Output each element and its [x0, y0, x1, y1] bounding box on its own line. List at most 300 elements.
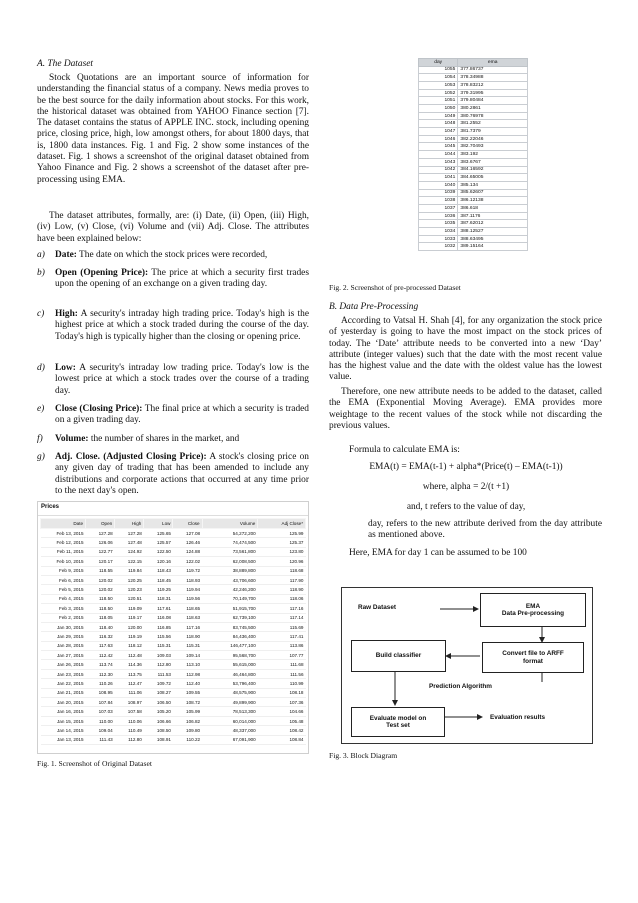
table-cell: 108.50 — [144, 726, 173, 735]
table-cell: 388.12527 — [458, 228, 528, 236]
table-cell: 1036 — [419, 212, 458, 220]
table-row — [41, 716, 306, 725]
table-cell: 83,745,500 — [202, 622, 258, 631]
table-cell: Feb 9, 2015 — [41, 566, 86, 575]
table-row — [41, 613, 306, 622]
list-item: a) Date: The date on which the stock prices were recorded, — [37, 250, 268, 260]
table-cell: 120.00 — [115, 622, 144, 631]
table-cell: 1055 — [419, 66, 458, 74]
table-row — [419, 197, 528, 205]
section-b-paragraph-1: According to Vatsal H. Shah [4], for any organization the stock price of yesterday is going to have the most impact on the stock prices of today. The ‘Date’ attribute needs to be converted into a new ‘Day’ attribute (integer values) such that the date with the most recent value has the highest value and the date with the oldest value has the lowest value. — [329, 316, 602, 383]
table-cell: 117.16 — [173, 622, 202, 631]
section-b-paragraph-2: Therefore, one new attribute needs to be added to the dataset, called the EMA (Exponential Moving Average). EMA provides more weightage to the recent values of the stock while not discarding the previous values. — [329, 387, 602, 431]
table-cell: 112.98 — [173, 669, 202, 678]
table-cell: 55,615,000 — [202, 660, 258, 669]
table-cell: 112.40 — [173, 679, 202, 688]
table-cell: 62,739,100 — [202, 613, 258, 622]
table-cell: 1035 — [419, 220, 458, 228]
table-cell: Feb 5, 2015 — [41, 585, 86, 594]
table-cell: 111.53 — [144, 669, 173, 678]
table-cell: 123.80 — [258, 547, 306, 556]
table-cell: Feb 6, 2015 — [41, 575, 86, 584]
table-cell: 112.80 — [144, 660, 173, 669]
table-cell: Jan 27, 2015 — [41, 651, 86, 660]
table-cell: 125.37 — [258, 538, 306, 547]
table-cell: 117.61 — [144, 604, 173, 613]
raw-dataset-label: Raw Dataset — [358, 604, 397, 611]
table-row — [419, 66, 528, 74]
list-item: b) Open (Opening Price): The price at which a security first trades upon the opening of an exchange on a given trading day. — [37, 268, 309, 290]
table-row — [41, 698, 306, 707]
table-cell: Feb 3, 2015 — [41, 604, 86, 613]
section-b-paragraph-4: day, refers to the new attribute derived from the day attribute as mentioned above. — [368, 519, 602, 541]
evaluate-model-box — [351, 707, 445, 737]
alpha-formula: where, alpha = 2/(t +1) — [422, 482, 510, 492]
column-header: ema — [458, 59, 528, 67]
table-cell: 117.14 — [258, 613, 306, 622]
table-cell: 119.94 — [173, 585, 202, 594]
table-cell: 1046 — [419, 135, 458, 143]
table-cell: 120.51 — [115, 594, 144, 603]
table-cell: 118.05 — [86, 613, 115, 622]
table-row — [41, 679, 306, 688]
table-cell: 1040 — [419, 181, 458, 189]
table-cell: 116.85 — [144, 622, 173, 631]
table-cell: Jan 23, 2015 — [41, 669, 86, 678]
table-cell: 118.65 — [173, 604, 202, 613]
table-cell: Jan 20, 2015 — [41, 698, 86, 707]
table-cell: 108.84 — [258, 735, 306, 744]
table-cell: 1033 — [419, 235, 458, 243]
fig2-caption: Fig. 2. Screenshot of pre-processed Dataset — [329, 283, 461, 292]
table-row — [419, 174, 528, 182]
table-row — [419, 235, 528, 243]
table-cell: 385.134 — [458, 181, 528, 189]
table-cell: 60,014,000 — [202, 716, 258, 725]
table-cell: 118.45 — [144, 575, 173, 584]
table-row — [41, 660, 306, 669]
table-cell: 109.72 — [144, 679, 173, 688]
table-cell: 48,337,000 — [202, 726, 258, 735]
table-cell: 117.16 — [258, 604, 306, 613]
table-cell: 383.6767 — [458, 158, 528, 166]
table-cell: Feb 13, 2015 — [41, 529, 86, 538]
table-cell: 120.02 — [86, 585, 115, 594]
column-header: Open — [86, 519, 115, 529]
table-cell: 1037 — [419, 204, 458, 212]
table-cell: 111.06 — [115, 688, 144, 697]
table-cell: 377.86737 — [458, 66, 528, 74]
table-cell: 380.76978 — [458, 112, 528, 120]
table-row — [419, 105, 528, 113]
table-cell: Jan 28, 2015 — [41, 641, 86, 650]
table-cell: 110.06 — [115, 716, 144, 725]
table-row — [41, 641, 306, 650]
table-cell: 124.92 — [115, 547, 144, 556]
table-cell: 113.86 — [258, 641, 306, 650]
table-cell: 49,899,900 — [202, 698, 258, 707]
table-row — [419, 189, 528, 197]
table-cell: 127.48 — [115, 538, 144, 547]
table-cell: 384.16592 — [458, 166, 528, 174]
table-cell: Jan 26, 2015 — [41, 660, 86, 669]
table-cell: 118.12 — [115, 641, 144, 650]
table-cell: 378.83212 — [458, 81, 528, 89]
convert-arff-box — [482, 642, 584, 673]
table-cell: Jan 13, 2015 — [41, 735, 86, 744]
ema-table — [418, 58, 528, 251]
table-cell: 116.08 — [144, 613, 173, 622]
fig1-caption: Fig. 1. Screenshot of Original Dataset — [37, 759, 152, 768]
table-cell: 122.50 — [144, 547, 173, 556]
table-cell: 112.80 — [115, 735, 144, 744]
table-cell: 122.02 — [173, 557, 202, 566]
table-cell: 67,091,900 — [202, 735, 258, 744]
table-cell: 118.43 — [144, 566, 173, 575]
table-cell: 105.20 — [144, 707, 173, 716]
list-item: f) Volume: the number of shares in the market, and — [37, 434, 240, 444]
table-cell: 387.62012 — [458, 220, 528, 228]
table-cell: 379.80484 — [458, 97, 528, 105]
table-cell: 108.42 — [258, 726, 306, 735]
table-cell: 127.28 — [115, 529, 144, 538]
table-row — [419, 204, 528, 212]
preprocessed-dataset-table — [418, 58, 528, 251]
table-cell: 105.48 — [258, 716, 306, 725]
table-cell: 113.10 — [173, 660, 202, 669]
table-cell: 118.31 — [144, 594, 173, 603]
table-row — [41, 622, 306, 631]
table-cell: 108.18 — [258, 688, 306, 697]
table-title: Prices — [38, 502, 308, 516]
table-cell: 381.2552 — [458, 120, 528, 128]
table-cell: 120.23 — [115, 585, 144, 594]
table-cell: 109.04 — [86, 726, 115, 735]
table-cell: 382.70493 — [458, 143, 528, 151]
table-cell: 109.14 — [173, 651, 202, 660]
table-cell: 119.19 — [115, 632, 144, 641]
table-cell: 116.32 — [86, 632, 115, 641]
table-cell: 109.03 — [144, 651, 173, 660]
column-header: Close — [173, 519, 202, 529]
table-cell: 1032 — [419, 243, 458, 251]
table-cell: 386.12138 — [458, 197, 528, 205]
table-row — [41, 688, 306, 697]
table-row — [419, 143, 528, 151]
table-cell: 119.09 — [115, 604, 144, 613]
table-row — [41, 575, 306, 584]
fig3-caption: Fig. 3. Block Diagram — [329, 751, 398, 760]
table-cell: 95,568,700 — [202, 651, 258, 660]
list-item: e) Close (Closing Price): The final price at which a security is traded on a given trading day. — [37, 404, 309, 426]
table-cell: 120.25 — [115, 575, 144, 584]
table-cell: 84,436,400 — [202, 632, 258, 641]
table-cell: Feb 11, 2015 — [41, 547, 86, 556]
table-cell: Feb 2, 2015 — [41, 613, 86, 622]
table-cell: 110.99 — [258, 679, 306, 688]
table-cell: 117.63 — [86, 641, 115, 650]
table-cell: 42,246,200 — [202, 585, 258, 594]
table-cell: 118.06 — [258, 594, 306, 603]
table-cell: 110.00 — [86, 716, 115, 725]
table-row — [41, 707, 306, 716]
table-cell: 1051 — [419, 97, 458, 105]
table-cell: 1044 — [419, 151, 458, 159]
evaluate-model-label: Evaluate model on — [369, 714, 427, 722]
table-cell: Jan 29, 2015 — [41, 632, 86, 641]
table-row — [419, 166, 528, 174]
table-cell: 1034 — [419, 228, 458, 236]
table-row — [41, 557, 306, 566]
table-row — [419, 181, 528, 189]
column-header: High — [115, 519, 144, 529]
table-cell: 106.66 — [144, 716, 173, 725]
table-cell: 113.74 — [86, 660, 115, 669]
section-a-heading: A. The Dataset — [37, 59, 93, 69]
preprocessing-label: Data Pre-processing — [501, 610, 565, 617]
table-cell: 119.25 — [144, 585, 173, 594]
table-cell: 1050 — [419, 105, 458, 113]
table-cell: 388.63495 — [458, 235, 528, 243]
table-cell: 70,149,700 — [202, 594, 258, 603]
table-cell: 106.82 — [173, 716, 202, 725]
table-row — [41, 547, 306, 556]
table-row — [419, 112, 528, 120]
table-cell: 48,575,900 — [202, 688, 258, 697]
table-cell: 118.68 — [258, 566, 306, 575]
table-cell: 73,561,800 — [202, 547, 258, 556]
prediction-algorithm-label: Prediction Algorithm — [429, 683, 492, 690]
table-cell: 118.50 — [86, 594, 115, 603]
table-cell: Jan 21, 2015 — [41, 688, 86, 697]
table-cell: Feb 12, 2015 — [41, 538, 86, 547]
table-cell: 383.192 — [458, 151, 528, 159]
table-cell: 107.58 — [115, 707, 144, 716]
table-cell: 379.31995 — [458, 89, 528, 97]
table-row — [419, 74, 528, 82]
block-diagram — [341, 587, 593, 744]
original-dataset-table — [37, 501, 309, 754]
table-cell: 1045 — [419, 143, 458, 151]
test-set-label: Test set — [386, 722, 410, 729]
table-cell: 1041 — [419, 174, 458, 182]
table-cell: 1053 — [419, 81, 458, 89]
table-cell: 378.34988 — [458, 74, 528, 82]
ema-preprocessing-box — [480, 593, 586, 627]
table-cell: 115.31 — [173, 641, 202, 650]
table-cell: 54,272,200 — [202, 529, 258, 538]
table-cell: 112.30 — [86, 669, 115, 678]
table-cell: 115.69 — [258, 622, 306, 631]
table-cell: 115.31 — [144, 641, 173, 650]
column-header: Adj Close* — [258, 519, 306, 529]
table-cell: Feb 10, 2015 — [41, 557, 86, 566]
list-item: c) High: A security's intraday high trading price. Today's high is the highest price at which a stock traded during the course of the day. Today's high is typically higher than the closing or opening price. — [37, 309, 309, 342]
table-cell: 1039 — [419, 189, 458, 197]
section-b-paragraph-5: Here, EMA for day 1 can be assumed to be 100 — [349, 548, 527, 558]
table-cell: 118.90 — [258, 585, 306, 594]
table-cell: 38,889,800 — [202, 566, 258, 575]
table-row — [419, 151, 528, 159]
table-cell: 120.02 — [86, 575, 115, 584]
table-cell: 117.90 — [258, 575, 306, 584]
table-row — [41, 538, 306, 547]
table-cell: Jan 15, 2015 — [41, 716, 86, 725]
table-cell: 380.2861 — [458, 105, 528, 113]
table-cell: 53,796,400 — [202, 679, 258, 688]
table-cell: 126.06 — [86, 538, 115, 547]
table-row — [41, 632, 306, 641]
table-cell: 118.90 — [173, 632, 202, 641]
section-b-paragraph-3: Formula to calculate EMA is: — [349, 445, 460, 455]
table-cell: 108.72 — [173, 698, 202, 707]
table-row — [419, 158, 528, 166]
prices-table — [40, 518, 306, 745]
table-row — [419, 135, 528, 143]
table-cell: 122.77 — [86, 547, 115, 556]
table-row — [41, 726, 306, 735]
table-row — [41, 529, 306, 538]
table-cell: 110.26 — [86, 679, 115, 688]
table-cell: 111.68 — [258, 660, 306, 669]
table-cell: 62,008,500 — [202, 557, 258, 566]
table-cell: 119.84 — [115, 566, 144, 575]
table-cell: 1048 — [419, 120, 458, 128]
table-cell: 389.15164 — [458, 243, 528, 251]
list-item: g) Adj. Close. (Adjusted Closing Price): A stock's closing price on any given day of trading that has been amended to include any distributions and corporate actions that occurred at any time prior to the next day's open. — [37, 452, 309, 496]
table-row — [419, 128, 528, 136]
ema-formula: EMA(t) = EMA(t-1) + alpha*(Price(t) – EMA(t-1)) — [369, 462, 563, 472]
table-cell: 108.27 — [144, 688, 173, 697]
table-cell: 114.36 — [115, 660, 144, 669]
table-cell: 386.618 — [458, 204, 528, 212]
convert-arff-label: Convert file to ARFF — [502, 650, 564, 657]
table-row — [41, 735, 306, 744]
column-header: day — [419, 59, 458, 67]
table-cell: 51,915,700 — [202, 604, 258, 613]
table-cell: Jan 30, 2015 — [41, 622, 86, 631]
table-row — [41, 651, 306, 660]
table-row — [41, 604, 306, 613]
arff-format-label: format — [523, 657, 543, 665]
table-cell: 104.66 — [258, 707, 306, 716]
table-cell: 1038 — [419, 197, 458, 205]
table-cell: 111.56 — [258, 669, 306, 678]
table-cell: 110.49 — [115, 726, 144, 735]
table-cell: 125.57 — [144, 538, 173, 547]
table-cell: 74,474,500 — [202, 538, 258, 547]
build-classifier-box — [351, 640, 446, 672]
table-cell: 127.08 — [173, 529, 202, 538]
section-b-heading: B. Data Pre-Processing — [329, 302, 419, 312]
table-cell: 120.96 — [258, 557, 306, 566]
table-cell: 108.95 — [86, 688, 115, 697]
table-cell: 108.91 — [144, 735, 173, 744]
table-cell: 109.80 — [173, 726, 202, 735]
table-cell: 118.55 — [86, 566, 115, 575]
table-cell: 120.16 — [144, 557, 173, 566]
table-cell: 382.22046 — [458, 135, 528, 143]
table-cell: 107.77 — [258, 651, 306, 660]
table-cell: 120.17 — [86, 557, 115, 566]
table-cell: 381.7379 — [458, 128, 528, 136]
table-row — [41, 566, 306, 575]
table-cell: Jan 14, 2015 — [41, 726, 86, 735]
table-cell: 384.65005 — [458, 174, 528, 182]
table-cell: 117.41 — [258, 632, 306, 641]
table-row — [419, 120, 528, 128]
table-cell: 119.17 — [115, 613, 144, 622]
table-cell: 385.62607 — [458, 189, 528, 197]
table-cell: 122.15 — [115, 557, 144, 566]
table-row — [419, 89, 528, 97]
table-cell: 1042 — [419, 166, 458, 174]
table-cell: 1052 — [419, 89, 458, 97]
list-item: d) Low: A security's intraday low trading price. Today's low is the lowest price at which a stock trades over the course of a trading day. — [37, 363, 309, 396]
table-cell: 119.72 — [173, 566, 202, 575]
t-definition: and, t refers to the value of day, — [406, 502, 526, 512]
table-cell: 46,464,800 — [202, 669, 258, 678]
build-classifier-label: Build classifier — [375, 652, 422, 660]
table-cell: 107.36 — [258, 698, 306, 707]
table-cell: 107.84 — [86, 698, 115, 707]
table-cell: 118.50 — [86, 604, 115, 613]
table-cell: 108.97 — [115, 698, 144, 707]
table-cell: 1054 — [419, 74, 458, 82]
table-cell: 1047 — [419, 128, 458, 136]
table-cell: 115.56 — [144, 632, 173, 641]
ema-label: EMA — [525, 602, 541, 610]
evaluation-results-label: Evaluation results — [490, 714, 546, 721]
table-cell: 387.1176 — [458, 212, 528, 220]
table-cell: 112.47 — [115, 679, 144, 688]
table-cell: 1043 — [419, 158, 458, 166]
section-a-paragraph-1: Stock Quotations are an important source of information for understanding the financial status of a company. News media proves to be the best source for the daily information about stocks. For this work, the historical dataset was obtained from YAHOO Finance section [7]. The dataset contains the status of APPLE INC. stock, including opening price, closing price, high, low amongst others, for about 1800 days, that is, 1800 data instances. Fig. 1 and Fig. 2 show some instances of the dataset. Fig. 1 shows a screenshot of the original dataset obtained from Yahoo Finance and Fig. 2 shows a screenshot of the dataset after pre-processing using EMA. — [37, 73, 309, 185]
section-a-paragraph-2: The dataset attributes, formally, are: (i) Date, (ii) Open, (iii) High, (iv) Low, (v) Close, (vi) Volume and (vii) Adj. Close. The attributes have been explained below: — [37, 211, 309, 244]
table-cell: 112.48 — [115, 651, 144, 660]
table-cell: 118.93 — [173, 575, 202, 584]
table-cell: 119.56 — [173, 594, 202, 603]
table-cell: 124.88 — [173, 547, 202, 556]
table-cell: 112.42 — [86, 651, 115, 660]
table-row — [41, 585, 306, 594]
table-row — [419, 212, 528, 220]
column-header: Date — [41, 519, 86, 529]
table-cell: 110.22 — [173, 735, 202, 744]
table-row — [419, 228, 528, 236]
table-cell: 78,513,300 — [202, 707, 258, 716]
table-cell: 125.65 — [144, 529, 173, 538]
table-cell: Feb 4, 2015 — [41, 594, 86, 603]
table-cell: 105.99 — [173, 707, 202, 716]
table-cell: 107.03 — [86, 707, 115, 716]
table-cell: Jan 22, 2015 — [41, 679, 86, 688]
column-header: Volume — [202, 519, 258, 529]
column-header: Low — [144, 519, 173, 529]
table-row — [419, 81, 528, 89]
table-cell: 118.63 — [173, 613, 202, 622]
table-cell: 125.99 — [258, 529, 306, 538]
table-cell: 106.50 — [144, 698, 173, 707]
table-row — [419, 97, 528, 105]
table-row — [41, 594, 306, 603]
table-cell: 127.28 — [86, 529, 115, 538]
table-cell: Jan 16, 2015 — [41, 707, 86, 716]
table-cell: 126.46 — [173, 538, 202, 547]
table-cell: 1049 — [419, 112, 458, 120]
table-row — [419, 220, 528, 228]
table-cell: 111.43 — [86, 735, 115, 744]
